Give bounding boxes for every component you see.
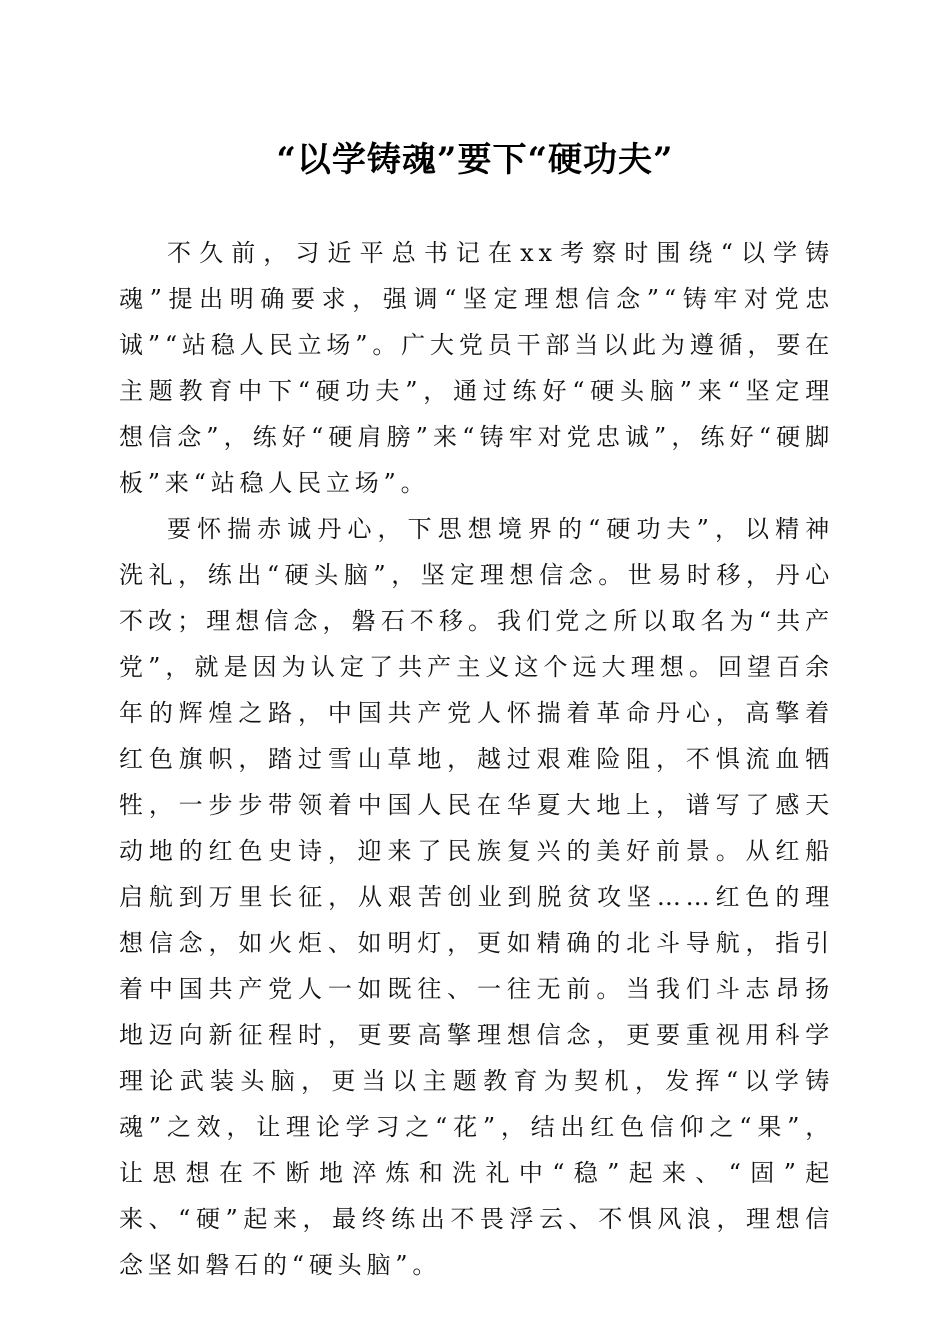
paragraph-2: 要怀揣赤诚丹心，下思想境界的“硬功夫”，以精神洗礼，练出“硬头脑”，坚定理想信念。世易时移，丹心不改；理想信念，磐石不移。我们党之所以取名为“共产党”，就是因为认定了共产主义这个远大理想。回望百余年的辉煌之路，中国共产党人怀揣着革命丹心，高擎着红色旗帜，踏过雪山草地，越过艰难险阻，不惧流血牺牲，一步步带领着中国人民在华夏大地上，谱写了感天动地的红色史诗，迎来了民族复兴的美好前景。从红船启航到万里长征，从艰苦创业到脱贫攻坚……红色的理想信念，如火炬、如明灯，更如精确的北斗导航，指引着中国共产党人一如既往、一往无前。当我们斗志昂扬地迈向新征程时，更要高擎理想信念，更要重视用科学理论武装头脑，更当以主题教育为契机，发挥“以学铸魂”之效，让理论学习之“花”，结出红色信仰之“果”，让思想在不断地淬炼和洗礼中“稳”起来、“固”起来、“硬”起来，最终练出不畏浮云、不惧风浪，理想信念坚如磐石的“硬头脑”。 [119,515,834,1279]
document-title: “以学铸魂”要下“硬功夫” [276,140,674,180]
paragraph-1: 不久前，习近平总书记在xx考察时围绕“以学铸魂”提出明确要求，强调“坚定理想信念”“铸牢对党忠诚”“站稳人民立场”。广大党员干部当以此为遵循，要在主题教育中下“硬功夫”，通过练好“硬头脑”来“坚定理想信念”，练好“硬肩膀”来“铸牢对党忠诚”，练好“硬脚板”来“站稳人民立场”。 [119,239,834,497]
document-body [119,230,834,1288]
